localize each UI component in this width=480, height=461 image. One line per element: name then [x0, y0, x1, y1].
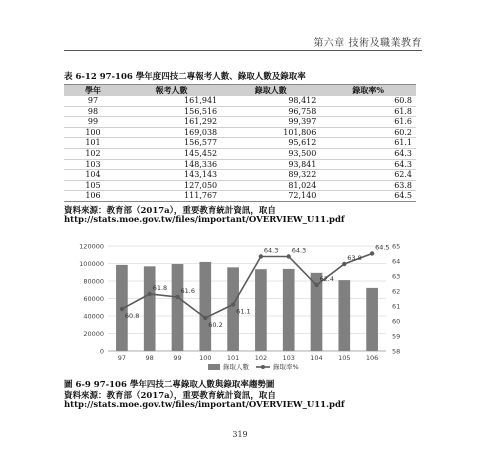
- column-header: 報考人數: [122, 85, 221, 97]
- point-label: 61.8: [152, 284, 168, 292]
- point-label: 63.8: [347, 254, 362, 262]
- x-tick-label: 104: [310, 354, 323, 362]
- table-row: [64, 106, 416, 117]
- x-tick-label: 98: [145, 354, 154, 362]
- table-row: [64, 96, 416, 106]
- y-left-tick-label: 40000: [83, 312, 104, 321]
- table-row: [64, 170, 416, 181]
- y-left-tick-label: 80000: [83, 277, 104, 286]
- table-row: [64, 127, 416, 138]
- bar: [338, 280, 350, 351]
- bar: [366, 288, 378, 351]
- y-right-tick-label: 60: [392, 317, 401, 326]
- figure-source-url[interactable]: http://stats.moe.gov.tw/files/important/OVERVIEW_U11.pdf: [64, 400, 345, 410]
- table-cell: 101: [64, 138, 122, 149]
- x-tick-label: 103: [282, 354, 295, 362]
- table-cell: 97: [64, 96, 122, 106]
- table-cell: 161,941: [122, 96, 221, 106]
- rate-point: [120, 307, 124, 311]
- table-cell: 63.8: [320, 180, 416, 191]
- table-cell: 156,516: [122, 106, 221, 117]
- column-header: 錄取率%: [320, 85, 416, 97]
- bar: [255, 269, 267, 351]
- table-cell: 101,806: [221, 127, 320, 138]
- table-cell: 60.2: [320, 127, 416, 138]
- table-row: [64, 191, 416, 202]
- table-cell: 148,336: [122, 159, 221, 170]
- y-left-tick-label: 20000: [83, 330, 104, 338]
- table-cell: 72,140: [221, 191, 320, 202]
- table-cell: 64.5: [320, 191, 416, 202]
- chapter-header: 第六章 技術及職業教育: [313, 38, 422, 49]
- table-cell: 64.3: [320, 159, 416, 170]
- x-tick-label: 105: [338, 354, 351, 362]
- x-tick-label: 106: [365, 354, 379, 362]
- table-source-url[interactable]: http://stats.moe.gov.tw/files/important/OVERVIEW_U11.pdf: [64, 215, 345, 225]
- point-label: 62.4: [319, 275, 334, 283]
- rate-point: [203, 316, 207, 320]
- table-cell: 96,758: [221, 106, 320, 117]
- table-row: [64, 180, 416, 191]
- y-right-tick-label: 65: [392, 242, 401, 251]
- table-cell: 156,577: [122, 138, 221, 149]
- point-label: 61.1: [236, 307, 251, 316]
- rate-point: [287, 254, 291, 258]
- table-cell: 64.3: [320, 148, 416, 159]
- y-right-tick-label: 59: [392, 332, 401, 341]
- rate-point: [314, 283, 318, 287]
- rate-point: [370, 251, 374, 255]
- table-cell: 61.8: [320, 106, 416, 117]
- table-cell: 111,767: [122, 191, 221, 202]
- y-left-tick-label: 0: [99, 347, 104, 356]
- table-cell: 106: [64, 191, 122, 202]
- y-left-tick-label: 120000: [79, 242, 104, 251]
- y-right-tick-label: 58: [392, 347, 401, 356]
- table-cell: 93,500: [221, 148, 320, 159]
- rate-point: [175, 295, 179, 299]
- table-cell: 95,612: [221, 138, 320, 149]
- table-cell: 98: [64, 106, 122, 117]
- point-label: 60.8: [124, 312, 140, 320]
- x-tick-label: 99: [173, 354, 182, 362]
- table-cell: 100: [64, 127, 122, 138]
- bar: [144, 266, 156, 351]
- table-cell: 81,024: [221, 180, 320, 191]
- table-cell: 62.4: [320, 170, 416, 181]
- table-cell: 143,143: [122, 170, 221, 181]
- bar: [172, 264, 184, 351]
- column-header: 學年: [64, 85, 122, 97]
- table-cell: 99,397: [221, 117, 320, 128]
- table-cell: 103: [64, 159, 122, 170]
- table-cell: 169,038: [122, 127, 221, 138]
- header-rule: [64, 50, 422, 51]
- y-right-tick-label: 64: [392, 257, 401, 266]
- table-header-row: [64, 85, 416, 97]
- rate-point: [231, 302, 235, 306]
- point-label: 64.3: [263, 246, 279, 255]
- x-tick-label: 100: [199, 354, 212, 362]
- table-cell: 105: [64, 180, 122, 191]
- figure-source: 資料來源：教育部（2017a），重要教育統計資訊，取自: [64, 391, 276, 401]
- point-label: 64.5: [375, 243, 390, 252]
- table-cell: 93,841: [221, 159, 320, 170]
- table-cell: 99: [64, 117, 122, 128]
- rate-point: [342, 262, 346, 266]
- table-cell: 89,322: [221, 170, 320, 181]
- table-cell: 61.1: [320, 138, 416, 149]
- bar: [283, 269, 295, 351]
- table-cell: 161,292: [122, 117, 221, 128]
- figure-caption: 圖 6-9 97-106 學年四技二專錄取人數與錄取率趨勢圖: [64, 380, 275, 390]
- legend-bar-swatch: [208, 364, 220, 370]
- table-row: [64, 148, 416, 159]
- point-label: 61.6: [180, 287, 195, 295]
- y-right-tick-label: 62: [392, 287, 401, 296]
- table-cell: 102: [64, 148, 122, 159]
- table-cell: 60.8: [320, 96, 416, 106]
- legend-bar-label: 錄取人數: [223, 363, 249, 371]
- bar: [199, 262, 211, 351]
- table-source: 資料來源：教育部（2017a），重要教育統計資訊，取自: [64, 206, 276, 216]
- table-row: [64, 159, 416, 170]
- x-tick-label: 101: [226, 354, 240, 362]
- table-cell: 98,412: [221, 96, 320, 106]
- table-title: 表 6-12 97-106 學年度四技二專報考人數、錄取人數及錄取率: [64, 72, 306, 82]
- legend-line-label: 錄取率%: [273, 363, 299, 371]
- y-left-tick-label: 100000: [79, 260, 104, 268]
- rate-point: [148, 292, 152, 296]
- x-tick-label: 97: [117, 354, 127, 362]
- point-label: 60.2: [208, 321, 223, 329]
- y-right-tick-label: 61: [392, 302, 401, 311]
- rate-point: [259, 254, 263, 258]
- table-cell: 127,050: [122, 180, 221, 191]
- admissions-table: [64, 84, 416, 202]
- table-cell: 61.6: [320, 117, 416, 128]
- x-tick-label: 102: [254, 354, 268, 362]
- table-cell: 145,452: [122, 148, 221, 159]
- column-header: 錄取人數: [221, 85, 320, 97]
- admissions-chart: [64, 236, 424, 376]
- page-number: 319: [232, 430, 248, 439]
- table-cell: 104: [64, 170, 122, 181]
- y-right-tick-label: 63: [392, 272, 401, 281]
- y-left-tick-label: 60000: [83, 295, 104, 303]
- table-row: [64, 117, 416, 128]
- legend-line-marker: [261, 365, 265, 369]
- point-label: 64.3: [291, 246, 307, 255]
- table-row: [64, 138, 416, 149]
